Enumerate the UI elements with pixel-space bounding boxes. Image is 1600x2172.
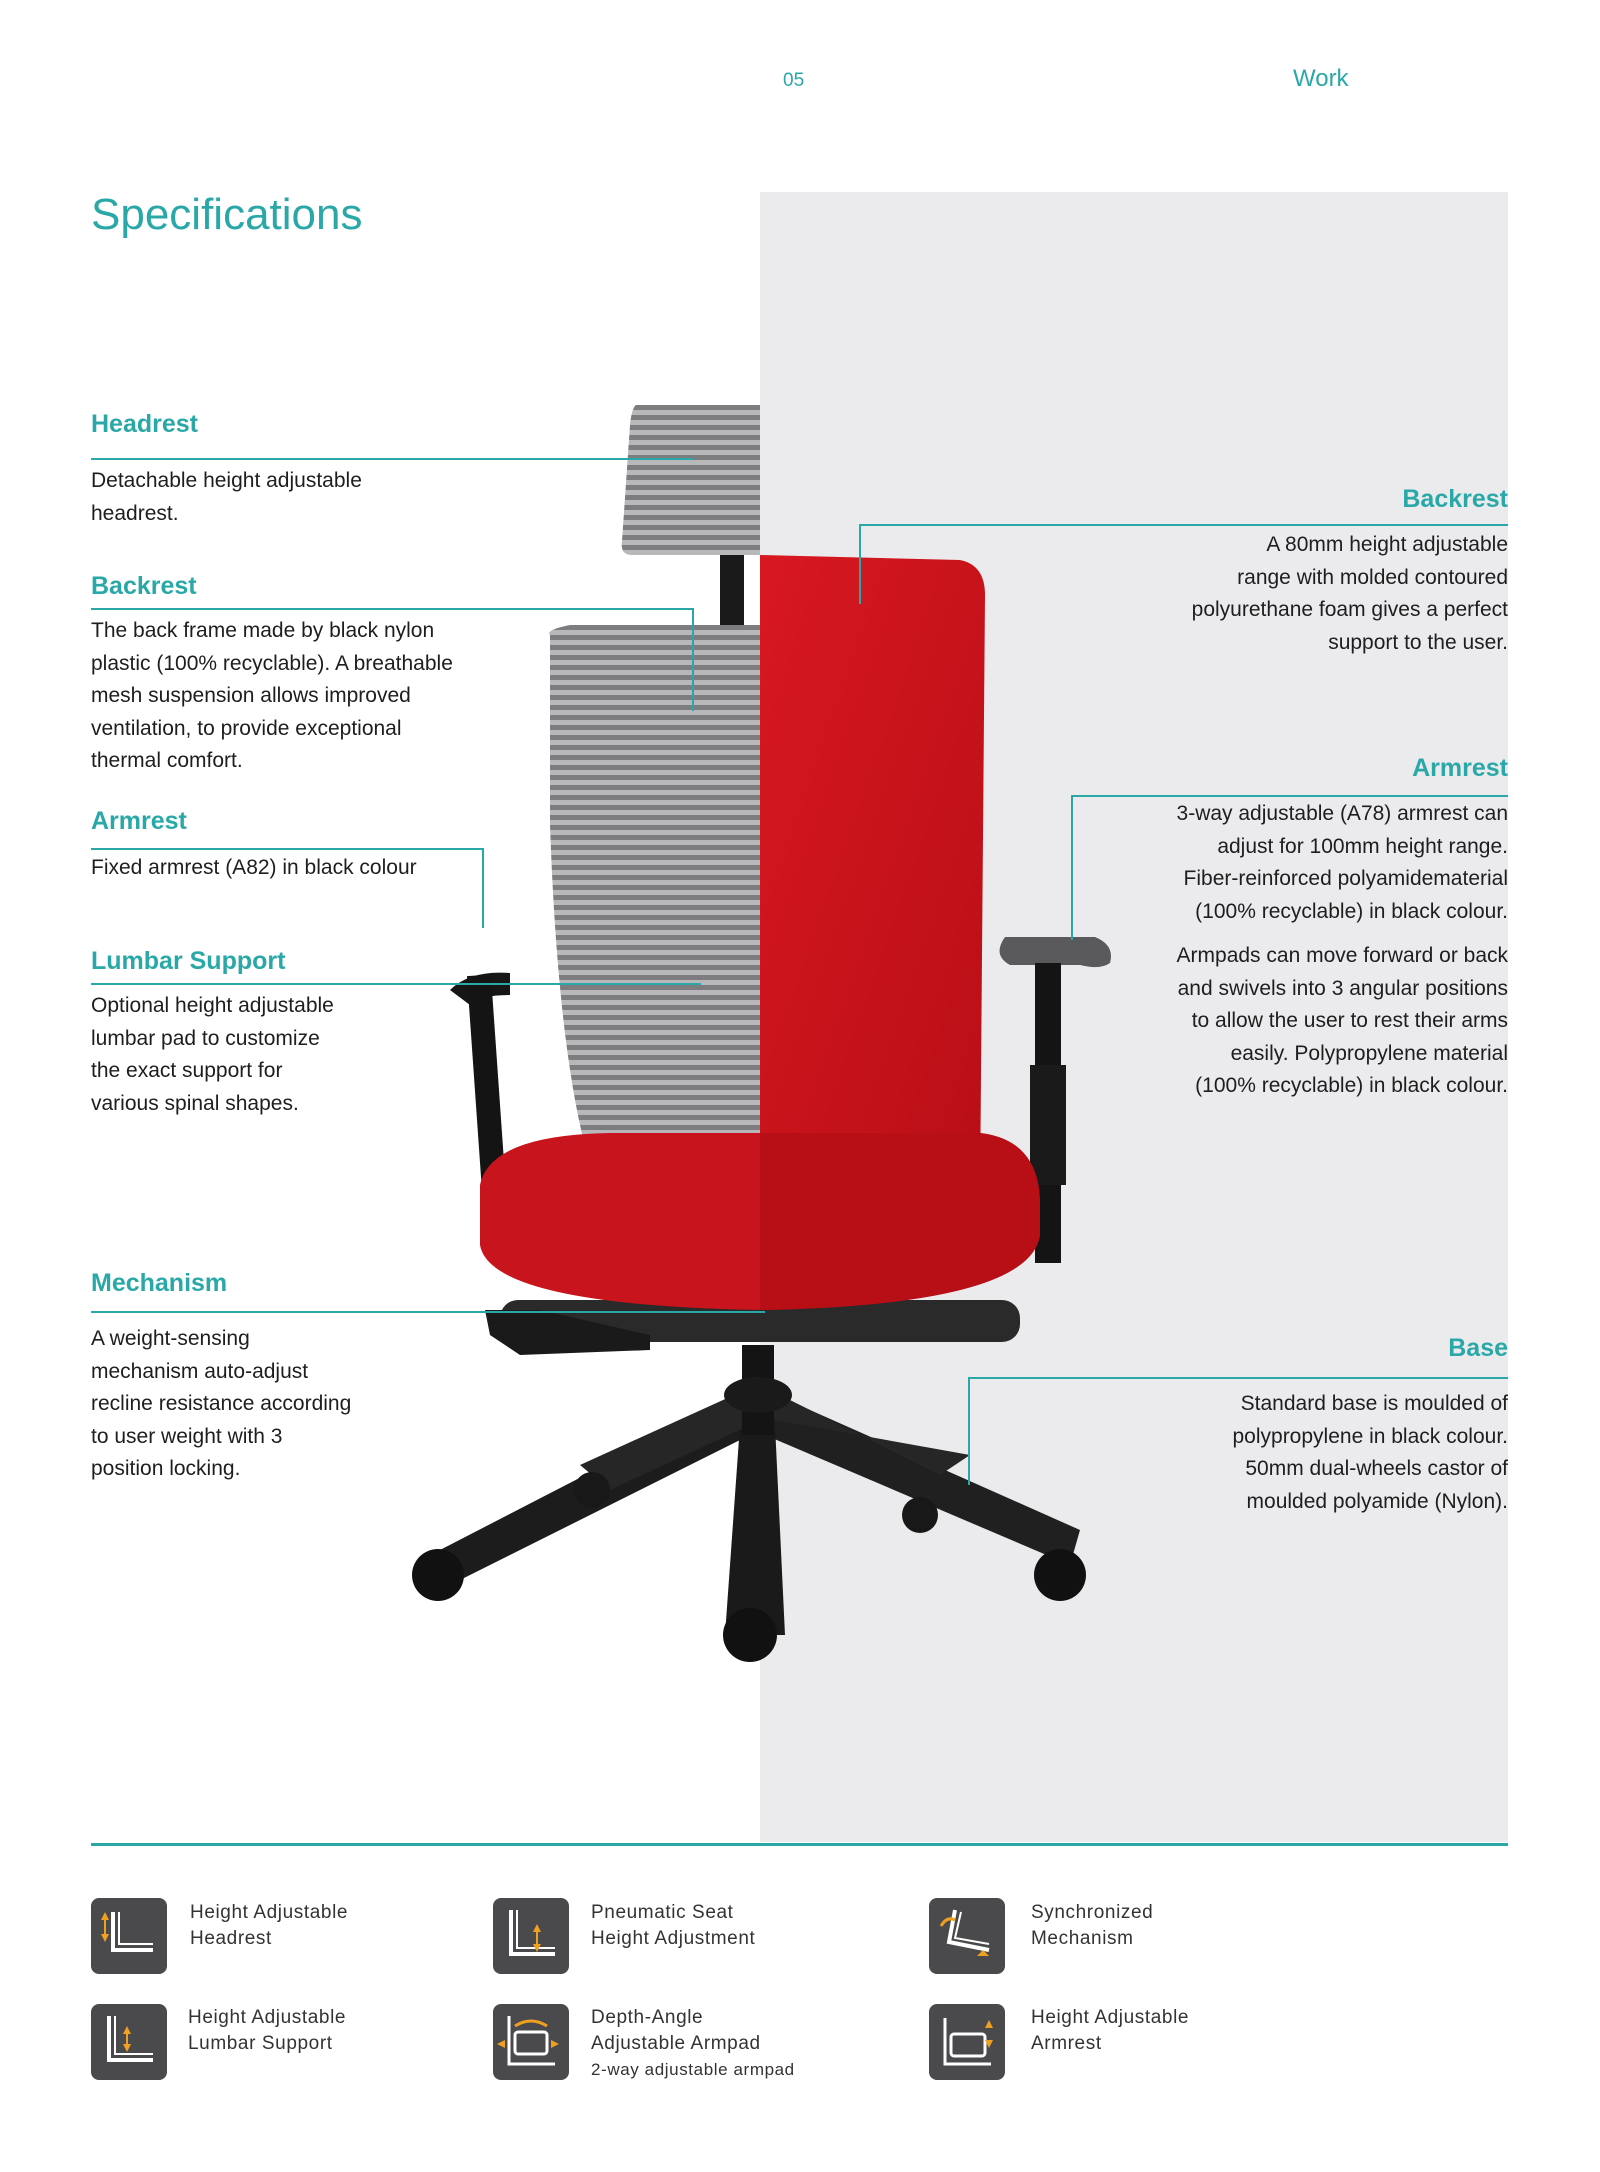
headrest-mesh	[622, 405, 760, 555]
backrest-mesh	[549, 625, 760, 1165]
spec-armrest-left-title: Armrest	[91, 807, 187, 835]
page-number: 05	[783, 70, 805, 91]
base-callout-line	[968, 1377, 1508, 1379]
spec-headrest-text: Detachable height adjustable headrest.	[91, 469, 362, 525]
backrest-left-callout-line	[91, 608, 694, 610]
spec-lumbar-title: Lumbar Support	[91, 947, 286, 975]
spec-mechanism-text: A weight-sensing mechanism auto-adjust recline resistance according to user weight with 3 position locking.	[91, 1327, 352, 1480]
spec-backrest-right-title: Backrest	[1402, 485, 1508, 513]
backrest-right-callout-line	[859, 524, 1508, 526]
headrest-post	[720, 555, 744, 625]
armrest-right-callout-line	[1071, 795, 1508, 797]
spec-mechanism-title: Mechanism	[91, 1269, 228, 1297]
backrest-right-callout-drop	[859, 524, 861, 604]
headrest-adjust-icon	[91, 1898, 167, 1974]
backrest-left-callout-drop	[692, 608, 694, 711]
lumbar-callout-line	[91, 983, 701, 985]
page-title: Specifications	[91, 190, 363, 239]
spec-base-text: Standard base is moulded of polypropylene in black colour. 50mm dual-wheels castor of moulded polyamide (Nylon).	[1232, 1392, 1508, 1513]
seat-height-icon	[493, 1898, 569, 1974]
feature-seat-height-label: Pneumatic Seat Height Adjustment	[591, 1902, 756, 1949]
armpad-adjust-icon	[493, 2004, 569, 2080]
lumbar-adjust-icon	[91, 2004, 167, 2080]
spec-armrest-left-text: Fixed armrest (A82) in black colour	[91, 856, 417, 879]
spec-backrest-left-title: Backrest	[91, 572, 197, 600]
spec-base-title: Base	[1448, 1334, 1508, 1362]
armrest-adjust-icon	[929, 2004, 1005, 2080]
spec-lumbar-text: Optional height adjustable lumbar pad to customize the exact support for various spinal shapes.	[91, 994, 334, 1115]
spec-headrest-title: Headrest	[91, 410, 198, 438]
spec-armpad-right-text: Armpads can move forward or back and swivels into 3 angular positions to allow the user to rest their arms easily. Polypropylene material (100% recyclable) in black colour.	[1176, 944, 1508, 1097]
spec-armrest-right-text: 3-way adjustable (A78) armrest can adjust for 100mm height range. Fiber-reinforced polyamidematerial (100% recyclable) in black colour.	[1176, 802, 1508, 923]
feature-headrest-label: Height Adjustable Headrest	[190, 1902, 349, 1949]
feature-sync-label: Synchronized Mechanism	[1031, 1902, 1154, 1949]
base-callout-drop	[968, 1377, 970, 1485]
spec-backrest-left-text: The back frame made by black nylon plastic (100% recyclable). A breathable mesh suspension allows improved ventilation, to provide exceptional thermal comfort.	[91, 619, 453, 772]
chair-base	[440, 1345, 1080, 1635]
feature-armpad-label: Depth-Angle Adjustable Armpad 2-way adjustable armpad	[591, 2007, 795, 2079]
mechanism-callout-line	[91, 1311, 765, 1313]
backrest-cushion	[760, 555, 985, 1195]
feature-armrest-label: Height Adjustable Armrest	[1031, 2007, 1190, 2054]
spec-backrest-right-text: A 80mm height adjustable range with molded contoured polyurethane foam gives a perfect support to the user.	[1191, 533, 1508, 654]
armrest-left-callout-line	[91, 848, 484, 850]
headrest-callout-line	[91, 458, 693, 460]
section-name: Work	[1293, 65, 1349, 92]
spec-armrest-right-title: Armrest	[1412, 754, 1508, 782]
sync-mechanism-icon	[929, 1898, 1005, 1974]
feature-lumbar-label: Height Adjustable Lumbar Support	[188, 2007, 347, 2054]
features-divider	[91, 1843, 1508, 1846]
